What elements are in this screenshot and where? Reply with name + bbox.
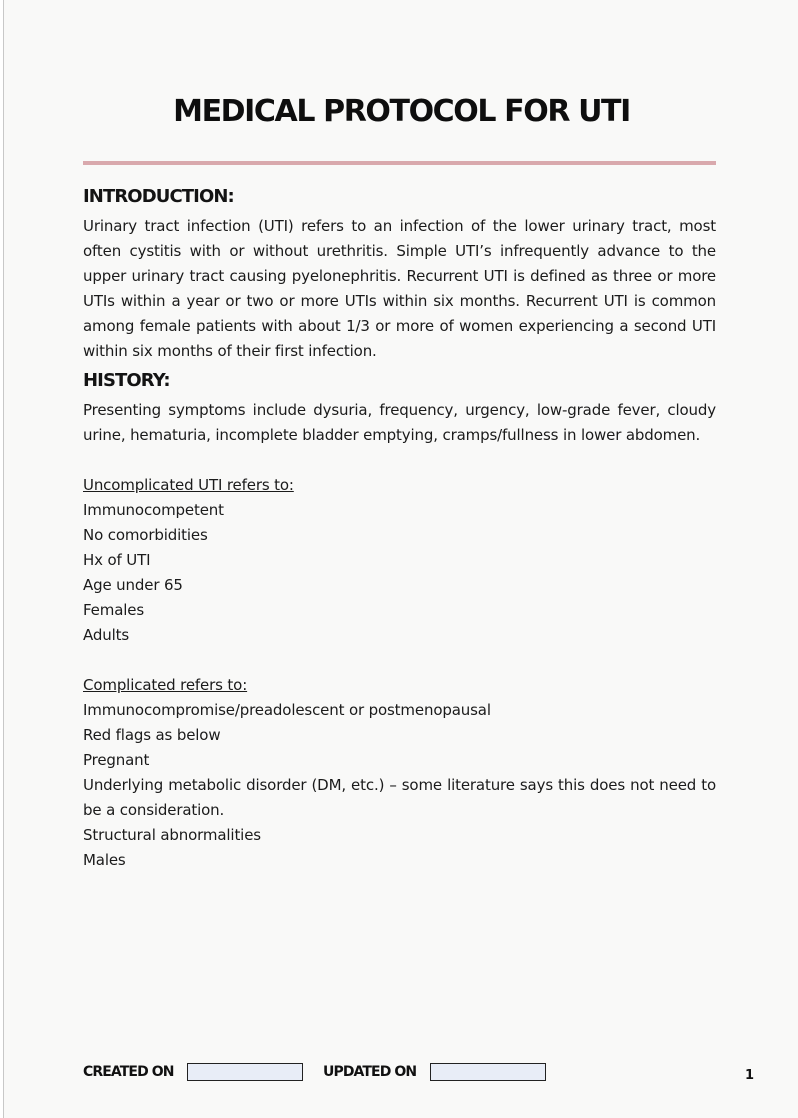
updated-on-field[interactable] (430, 1063, 546, 1081)
history-text: Presenting symptoms include dysuria, frequency, urgency, low-grade fever, cloudy urine, hematuria, incomplete bladder emptying, cramps/fullness in lower abdomen. (83, 401, 716, 444)
introduction-heading: INTRODUCTION: (83, 186, 234, 207)
list-item: Immunocompromise/preadolescent or postmenopausal (83, 701, 491, 719)
updated-on-label: UPDATED ON (323, 1064, 417, 1080)
list-item: No comorbidities (83, 526, 208, 544)
list-item: Underlying metabolic disorder (DM, etc.) – some literature says this does not need to be a consideration. (83, 776, 716, 819)
list-item: Adults (83, 626, 129, 644)
list-item: Hx of UTI (83, 551, 151, 569)
introduction-text: Urinary tract infection (UTI) refers to an infection of the lower urinary tract, most often cystitis with or without urethritis. Simple UTI’s infrequently advance to the upper urinary tract causing pyelonephritis. Recurrent UTI is defined as three or more UTIs within a year or two or more UTIs within six months. Recurrent UTI is common among female patients with about 1/3 or more of women experiencing a second UTI within six months of their first infection. (83, 217, 716, 360)
created-on-field[interactable] (187, 1063, 303, 1081)
list-item: Pregnant (83, 751, 150, 769)
uncomplicated-heading: Uncomplicated UTI refers to: (83, 476, 294, 494)
list-item: Immunocompetent (83, 501, 224, 519)
list-item: Red flags as below (83, 726, 221, 744)
page-title: MEDICAL PROTOCOL FOR UTI (173, 94, 630, 129)
history-heading: HISTORY: (83, 370, 170, 391)
page-number: 1 (745, 1068, 755, 1083)
complicated-heading: Complicated refers to: (83, 676, 248, 694)
title-divider (83, 161, 716, 165)
document-page (3, 0, 798, 1118)
list-item: Structural abnormalities (83, 826, 261, 844)
list-item: Age under 65 (83, 576, 183, 594)
complicated-list (83, 698, 716, 873)
history-section (83, 368, 716, 873)
list-item: Females (83, 601, 145, 619)
list-item: Males (83, 851, 126, 869)
created-on-label: CREATED ON (83, 1064, 174, 1080)
document-body (83, 184, 716, 873)
uncomplicated-list (83, 498, 716, 648)
introduction-section (83, 184, 716, 364)
